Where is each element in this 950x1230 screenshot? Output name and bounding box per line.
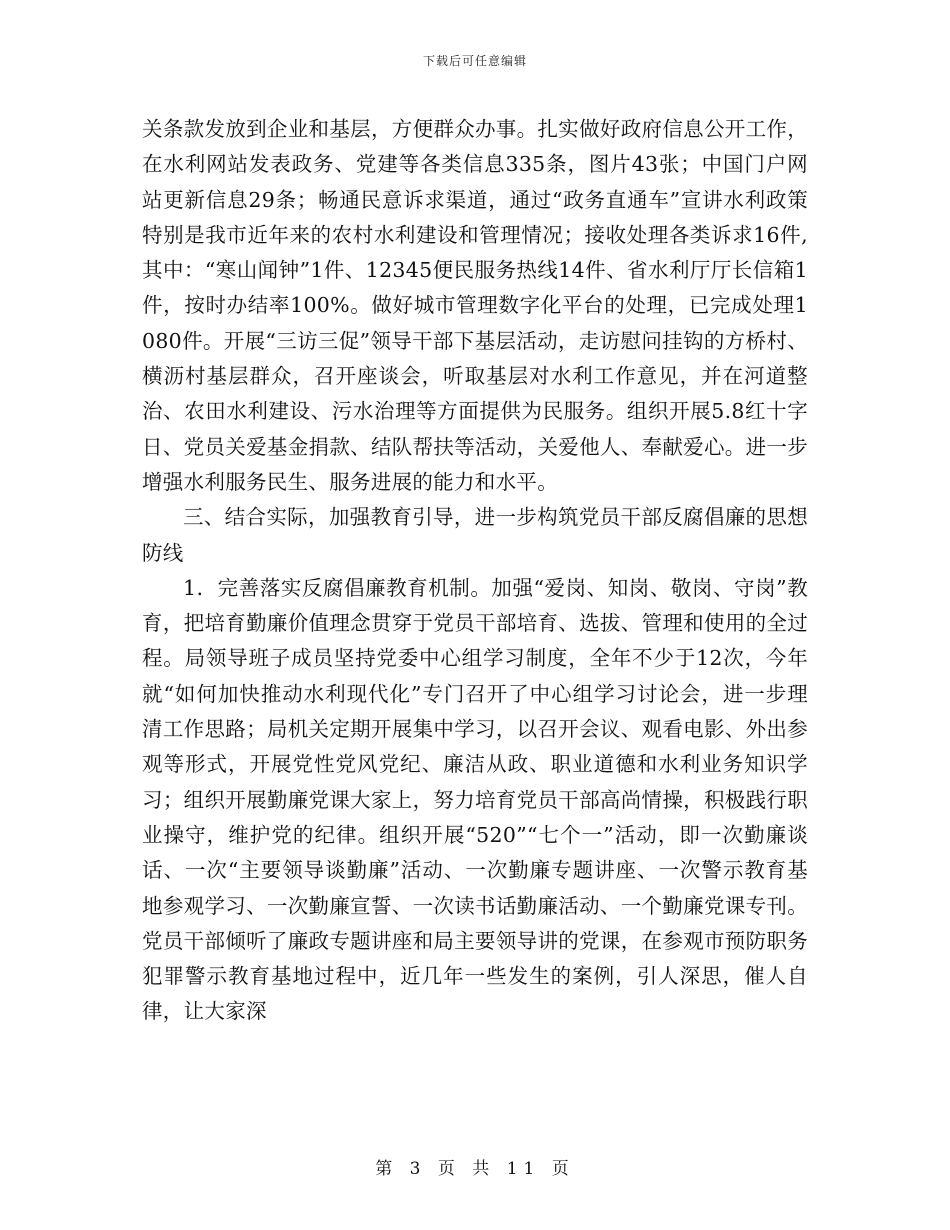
document-body [142, 112, 808, 1030]
page-number: 第 3 页 共 11 页 [375, 1159, 575, 1179]
body-paragraph: 关条款发放到企业和基层，方便群众办事。扎实做好政府信息公开工作，在水利网站发表政务、党建等各类信息335条，图片43张；中国门户网站更新信息29条；畅通民意诉求渠道，通过“政务直通车”宣讲水利政策特别是我市近年来的农村水利建设和管理情况；接收处理各类诉求16件,其中：“寒山闻钟”1件、12345便民服务热线14件、省水利厅厅长信箱1件，按时办结率100%。做好城市管理数字化平台的处理，已完成处理1080件。开展“三访三促”领导干部下基层活动，走访慰问挂钩的方桥村、横沥村基层群众，召开座谈会，听取基层对水利工作意见，并在河道整治、农田水利建设、污水治理等方面提供为民服务。组织开展5.8红十字日、党员关爱基金捐款、结队帮扶等活动，关爱他人、奉献爱心。进一步增强水利服务民生、服务进展的能力和水平。 [142, 117, 808, 494]
page-header-note: 下载后可任意编辑 [422, 54, 527, 68]
body-paragraph: 1．完善落实反腐倡廉教育机制。加强“爱岗、知岗、敬岗、守岗”教育，把培育勤廉价值理念贯穿于党员干部培育、选拔、管理和使用的全过程。局领导班子成员坚持党委中心组学习制度，全年不少于12次，今年就“如何加快推动水利现代化”专门召开了中心组学习讨论会，进一步理清工作思路；局机关定期开展集中学习，以召开会议、观看电影、外出参观等形式，开展党性党风党纪、廉洁从政、职业道德和水利业务知识学习；组织开展勤廉党课大家上，努力培育党员干部高尚情操，积极践行职业操守，维护党的纪律。组织开展“520”“七个一”活动，即一次勤廉谈话、一次“主要领导谈勤廉”活动、一次勤廉专题讲座、一次警示教育基地参观学习、一次勤廉宣誓、一次读书话勤廉活动、一个勤廉党课专刊。党员干部倾听了廉政专题讲座和局主要领导讲的党课，在参观市预防职务犯罪警示教育基地过程中，近几年一些发生的案例，引人深思，催人自律，让大家深 [142, 575, 808, 1024]
section-heading: 三、结合实际，加强教育引导，进一步构筑党员干部反腐倡廉的思想防线 [142, 505, 808, 565]
